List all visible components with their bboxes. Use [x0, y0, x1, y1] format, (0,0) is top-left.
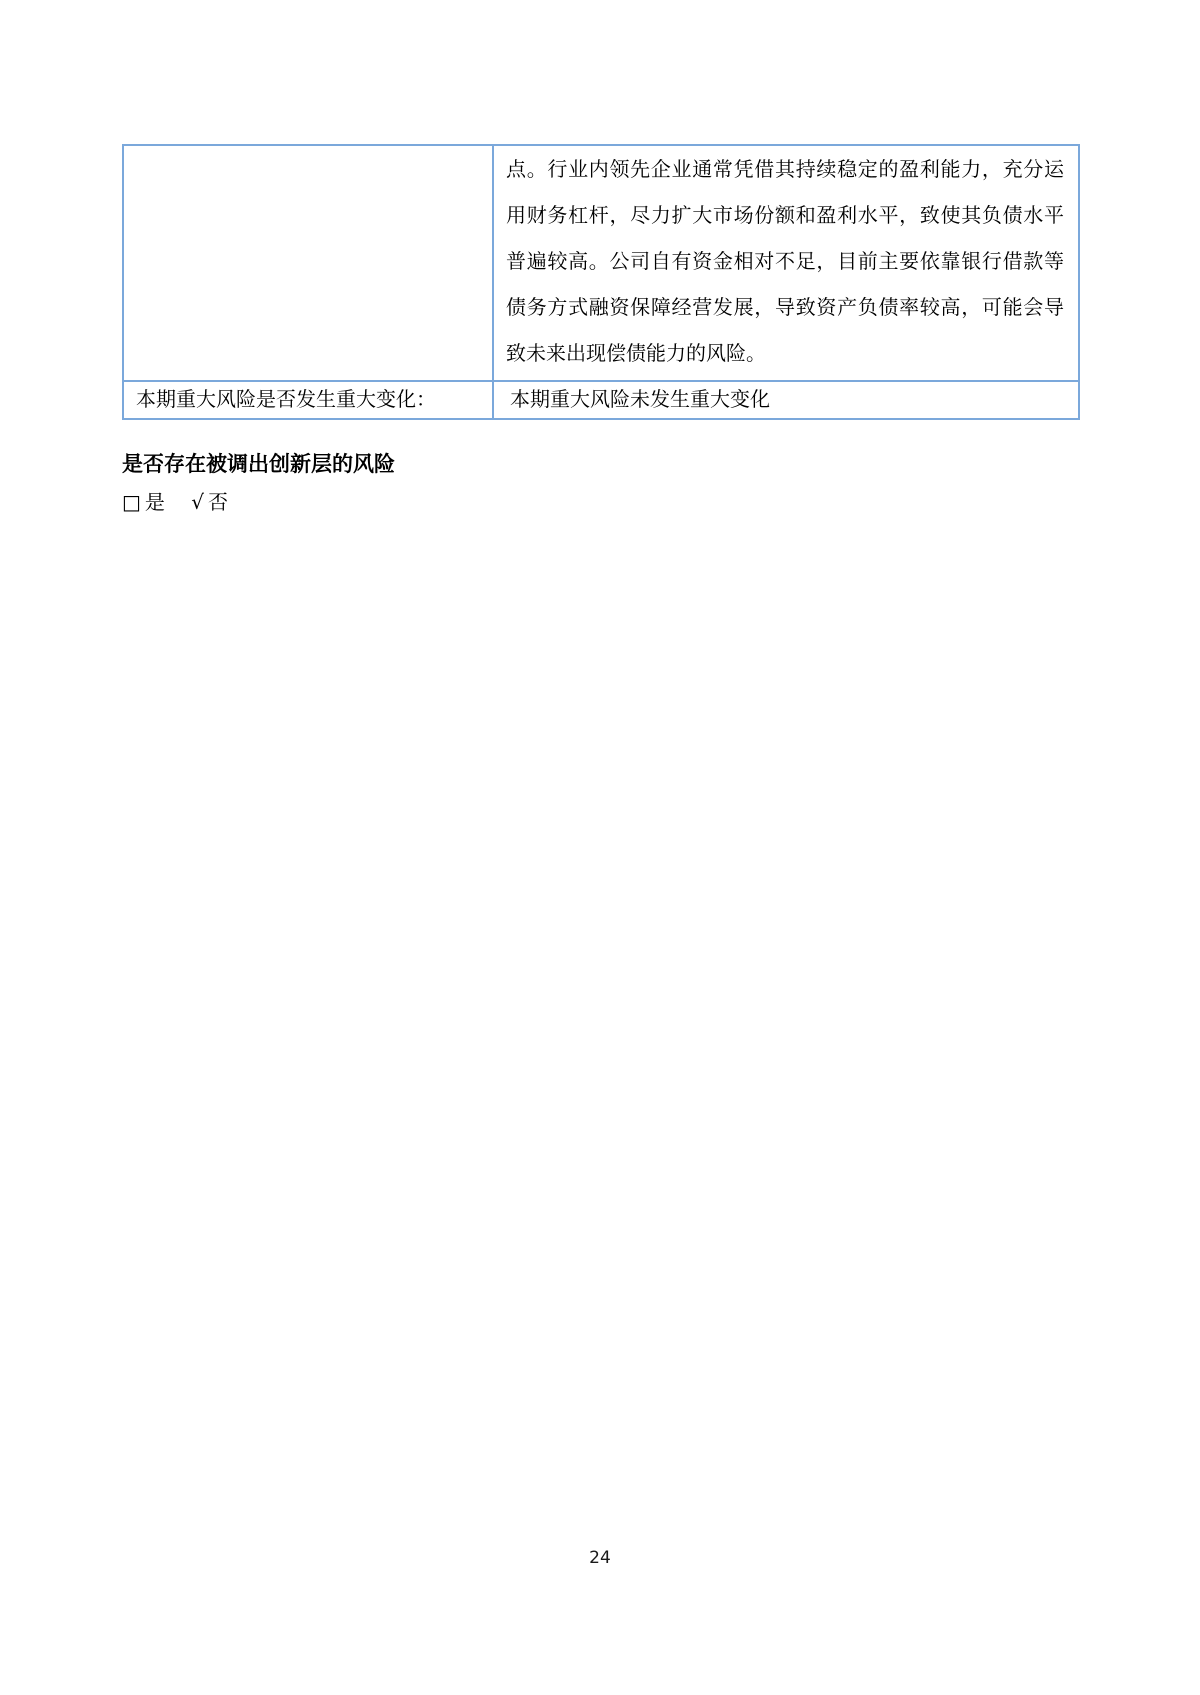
risk-label-cell-empty — [123, 145, 493, 381]
paragraph-line: 用财务杠杆，尽力扩大市场份额和盈利水平，致使其负债水平 — [506, 203, 1064, 227]
risk-description-cell — [493, 145, 1079, 381]
table-row-risk-description — [123, 145, 1079, 381]
yes-no-options — [122, 486, 228, 515]
paragraph-line: 普遍较高。公司自有资金相对不足，目前主要依靠银行借款等 — [506, 249, 1064, 273]
section-heading-innovation-layer-risk: 是否存在被调出创新层的风险 — [122, 452, 395, 476]
checkmark-icon: √ — [191, 490, 205, 514]
paragraph-line: 债务方式融资保障经营发展，导致资产负债率较高，可能会导 — [506, 295, 1064, 319]
paragraph-line: 点。行业内领先企业通常凭借其持续稳定的盈利能力，充分运 — [506, 157, 1064, 181]
checkbox-unchecked-icon: □ — [122, 490, 141, 514]
risk-table — [122, 144, 1080, 420]
option-yes-label: 是 — [144, 490, 165, 514]
table-row-major-risk-change — [123, 381, 1079, 419]
change-question-cell: 本期重大风险是否发生重大变化： — [123, 381, 493, 419]
option-yes — [122, 486, 165, 515]
option-no-label: 否 — [208, 490, 229, 514]
change-answer-cell: 本期重大风险未发生重大变化 — [493, 381, 1079, 419]
page-number: 24 — [589, 1548, 611, 1568]
option-no — [191, 486, 228, 515]
paragraph-line: 致未来出现偿债能力的风险。 — [506, 341, 766, 365]
